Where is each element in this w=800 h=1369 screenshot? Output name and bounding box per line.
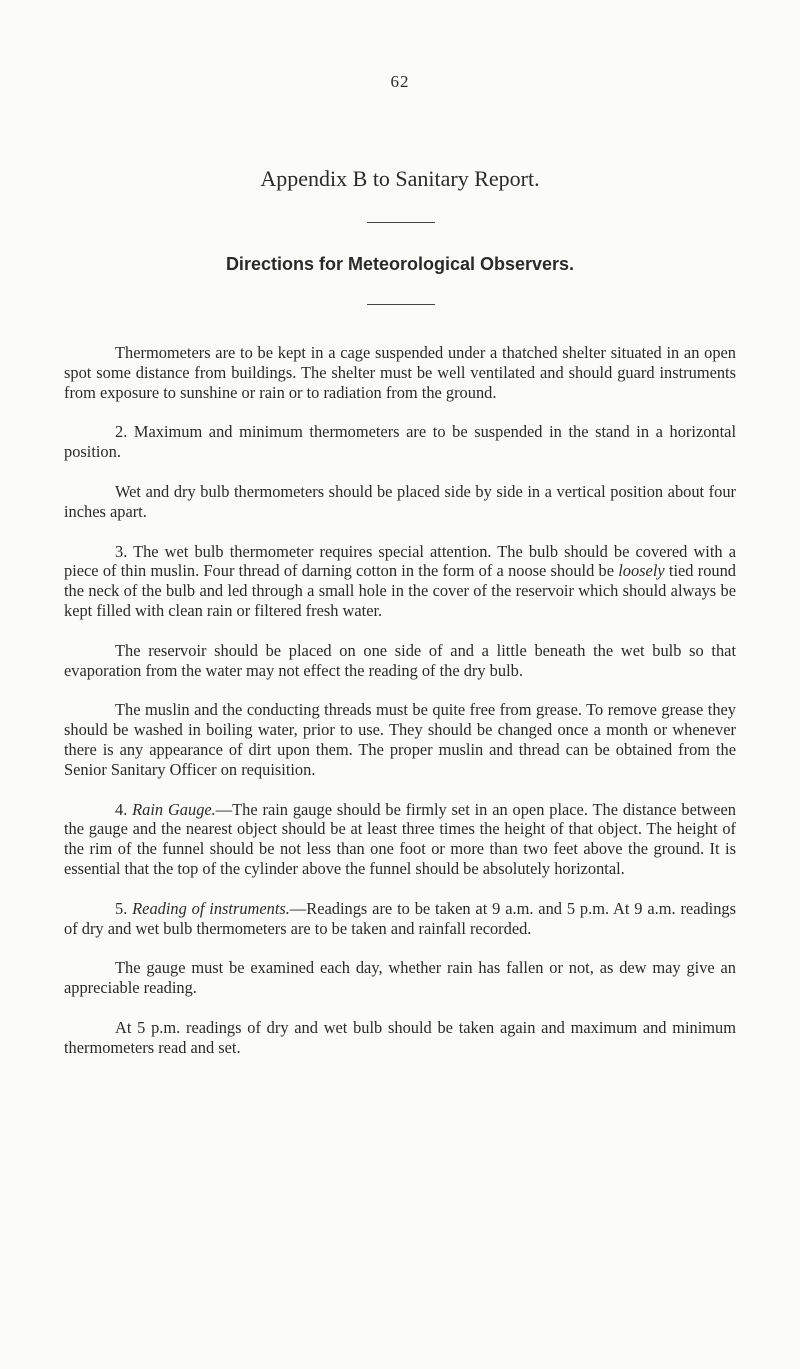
- appendix-title: Appendix B to Sanitary Report.: [260, 166, 540, 191]
- emphasis-text: Rain Gauge.: [132, 799, 216, 819]
- paragraph-reading-instruments: [64, 899, 736, 939]
- divider-rule-top: [367, 222, 435, 223]
- divider-rule-bottom: [367, 304, 435, 305]
- paragraph-text: 5.: [115, 898, 133, 918]
- section-heading: Directions for Meteorological Observers.: [225, 254, 575, 274]
- paragraph-thermometer-shelter: Thermometers are to be kept in a cage suspended under a thatched shelter situated in an open spot some distance from buildings. The shelter must be well ventilated and should guard instruments from exposure to sunshine or rain or to radiation from the ground.: [64, 343, 736, 402]
- paragraph-gauge-examination: The gauge must be examined each day, whether rain has fallen or not, as dew may give an appreciable reading.: [64, 958, 736, 998]
- paragraph-max-min-thermometers: 2. Maximum and minimum thermometers are to be suspended in the stand in a horizontal position.: [64, 422, 736, 462]
- emphasis-text: loosely: [618, 561, 665, 581]
- paragraph-text: —Readings are to be taken at 9 a.m. and 5 p.m. At 9 a.m. readings of dry and wet bulb thermometers are to be taken and rainfall recorded.: [64, 898, 736, 938]
- paragraph-wet-bulb-attention: [64, 542, 736, 621]
- paragraph-evening-readings: At 5 p.m. readings of dry and wet bulb should be taken again and maximum and minimum thermometers read and set.: [64, 1017, 736, 1057]
- paragraph-text: tied round the neck of the bulb and led through a small hole in the cover of the reservoir which should always be kept filled with clean rain or filtered fresh water.: [64, 561, 736, 620]
- emphasis-text: Reading of instruments.: [132, 898, 290, 918]
- paragraph-muslin-threads: The muslin and the conducting threads must be quite free from grease. To remove grease they should be washed in boiling water, prior to use. They should be changed once a month or whenever there is any appearance of dirt upon them. The proper muslin and thread can be obtained from the Senior Sanitary Officer on requisition.: [64, 700, 736, 779]
- paragraph-text: —The rain gauge should be firmly set in an open place. The distance between the gauge and the nearest object should be at least three times the height of that object. The height of the rim of the funnel should be not less than one foot or more than two feet above the ground. It is essential that the top of the cylinder above the funnel should be absolutely horizontal.: [64, 799, 736, 878]
- paragraph-wet-dry-bulb: Wet and dry bulb thermometers should be placed side by side in a vertical position about four inches apart.: [64, 481, 736, 521]
- document-body: [64, 343, 736, 1078]
- paragraph-reservoir: The reservoir should be placed on one side of and a little beneath the wet bulb so that evaporation from the water may not effect the reading of the dry bulb.: [64, 640, 736, 680]
- page-number: 62: [390, 72, 410, 91]
- paragraph-rain-gauge: [64, 800, 736, 879]
- paragraph-text: 3. The wet bulb thermometer requires special attention. The bulb should be covered with a piece of thin muslin. Four thread of darning cotton in the form of a noose should be: [64, 541, 736, 581]
- paragraph-text: 4.: [115, 799, 133, 819]
